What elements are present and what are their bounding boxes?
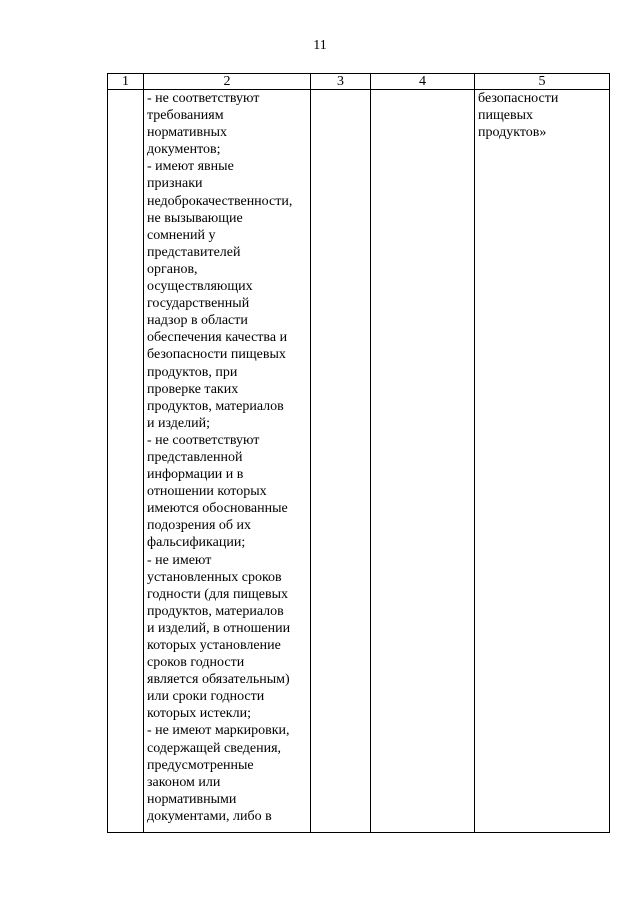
table-header-row (108, 74, 610, 90)
cell-col2 (144, 90, 311, 833)
document-table (107, 73, 610, 833)
reference-text: безопасности пищевых продуктов» (478, 91, 559, 141)
column-header-5: 5 (475, 74, 610, 90)
column-header-2: 2 (144, 74, 311, 90)
column-header-4: 4 (371, 74, 475, 90)
cell-col5 (475, 90, 610, 833)
page-number: 11 (313, 38, 327, 53)
requirements-text: - не соответствуют требованиям нормативных документов; - имеют явные признаки недоброкачественности, не вызывающие сомнений у представителей органов, осуществляющих государственный надзор в области обеспечения качества и безопасности пищевых продуктов, при проверке таких продуктов, материалов и изделий; - не соответствуют представленной информации и в отношении которых имеются обоснованные подозрения об их фальсификации; - не имеют установленных сроков годности (для пищевых продуктов, материалов и изделий, в отношении которых установление сроков годности является обязательным) или сроки годности которых истекли; - не имеют маркировки, содержащей сведения, предусмотренные законом или нормативными документами, либо в (147, 91, 293, 824)
cell-col1 (108, 90, 144, 833)
cell-col3 (311, 90, 371, 833)
cell-col4 (371, 90, 475, 833)
table-row (108, 90, 610, 833)
column-header-3: 3 (311, 74, 371, 90)
column-header-1: 1 (108, 74, 144, 90)
